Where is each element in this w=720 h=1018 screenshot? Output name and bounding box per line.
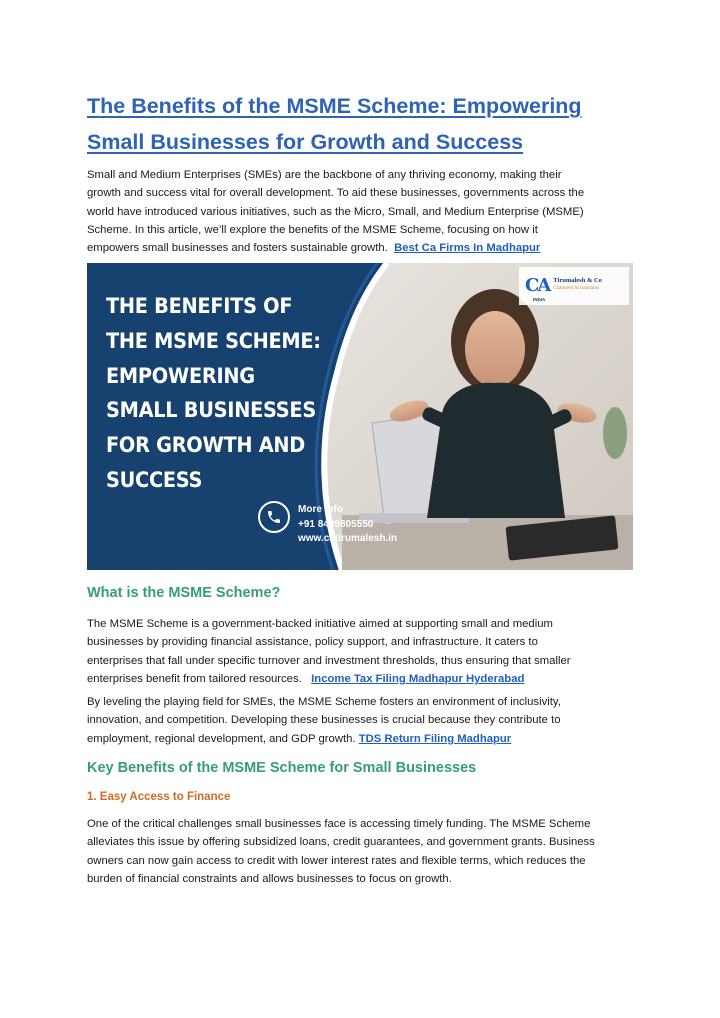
banner-contact (298, 503, 397, 547)
paragraph-line: The MSME Scheme is a government-backed initiative aimed at supporting small and medium (87, 618, 553, 630)
contact-website: www.catirumalesh.in (298, 533, 398, 544)
contact-label: More Info (298, 504, 343, 515)
section1-paragraph-2 (87, 693, 635, 748)
section2-paragraph (87, 815, 635, 888)
intro-line: world have introduced various initiatives, such as the Micro, Small, and Medium Enterprise (MSME) (87, 205, 584, 218)
paragraph-line (87, 670, 635, 688)
paragraph-line: owners can now gain access to credit with lower interest rates and flexible terms, which reduces the (87, 854, 586, 867)
banner-headline (106, 289, 336, 498)
phone-icon (258, 501, 290, 533)
logo-country: INDIA (533, 297, 546, 302)
banner-headline-line: EMPOWERING (106, 363, 255, 388)
contact-phone: +91 8499805550 (298, 518, 374, 530)
best-ca-firms-link[interactable]: Best Ca Firms In Madhapur (394, 242, 541, 255)
intro-line: Small and Medium Enterprises (SMEs) are the backbone of any thriving economy, making their (87, 169, 562, 181)
article-banner-image (87, 263, 633, 570)
banner-headline-line: THE MSME SCHEME: (106, 328, 321, 353)
paragraph-line: enterprises that fall under specific turnover and investment thresholds, thus ensuring that smaller (87, 654, 571, 667)
banner-headline-line: SMALL BUSINESSES (106, 398, 316, 423)
tds-return-filing-link[interactable]: TDS Return Filing Madhapur (358, 732, 512, 745)
article-title-line: The Benefits of the MSME Scheme: Empowering (87, 94, 582, 118)
intro-line (87, 239, 635, 257)
section1-paragraph-1 (87, 615, 635, 688)
firm-name: Tirumalesh & Co (553, 277, 602, 284)
phone-glyph (266, 509, 282, 525)
paragraph-line: One of the critical challenges small businesses face is accessing timely funding. The MSME Scheme (87, 818, 591, 830)
banner-headline-line: FOR GROWTH AND (106, 433, 306, 458)
article-title-line: Small Businesses for Growth and Success (87, 130, 524, 154)
section-heading-what-is: What is the MSME Scheme? (87, 585, 281, 601)
article-title (87, 88, 647, 160)
intro-paragraph (87, 166, 635, 257)
paragraph-line-text: enterprises benefit from tailored resources. (87, 672, 302, 685)
section-heading-key-benefits: Key Benefits of the MSME Scheme for Small Businesses (87, 760, 477, 776)
intro-line-text: empowers small businesses and fosters sustainable growth. (87, 242, 388, 255)
income-tax-filing-link[interactable]: Income Tax Filing Madhapur Hyderabad (311, 672, 525, 685)
subheading-easy-access: 1. Easy Access to Finance (87, 791, 231, 803)
firm-logo (525, 271, 625, 299)
ca-logo-mark: CA (525, 274, 550, 296)
paragraph-line: burden of financial constraints and allows businesses to focus on growth. (87, 872, 452, 885)
banner-headline-line: THE BENEFITS OF (106, 294, 293, 318)
firm-tagline: Chartered Accountants (553, 286, 599, 291)
paragraph-line (87, 730, 635, 748)
paragraph-line: businesses by providing financial assistance, policy support, and infrastructure. It caters to (87, 636, 538, 649)
paragraph-line-text: employment, regional development, and GDP growth. (87, 732, 356, 745)
paragraph-line: alleviates this issue by offering subsidized loans, credit guarantees, and government grants. Business (87, 836, 595, 849)
paragraph-line: By leveling the playing field for SMEs, the MSME Scheme fosters an environment of inclusivity, (87, 696, 561, 708)
intro-line: Scheme. In this article, we’ll explore the benefits of the MSME Scheme, focusing on how it (87, 223, 538, 236)
paragraph-line: innovation, and competition. Developing these businesses is crucial because they contribute to (87, 714, 561, 727)
intro-line: growth and success vital for overall development. To aid these businesses, governments across the (87, 187, 585, 200)
banner-headline-line: SUCCESS (106, 467, 203, 492)
firm-logo-text (553, 277, 602, 293)
